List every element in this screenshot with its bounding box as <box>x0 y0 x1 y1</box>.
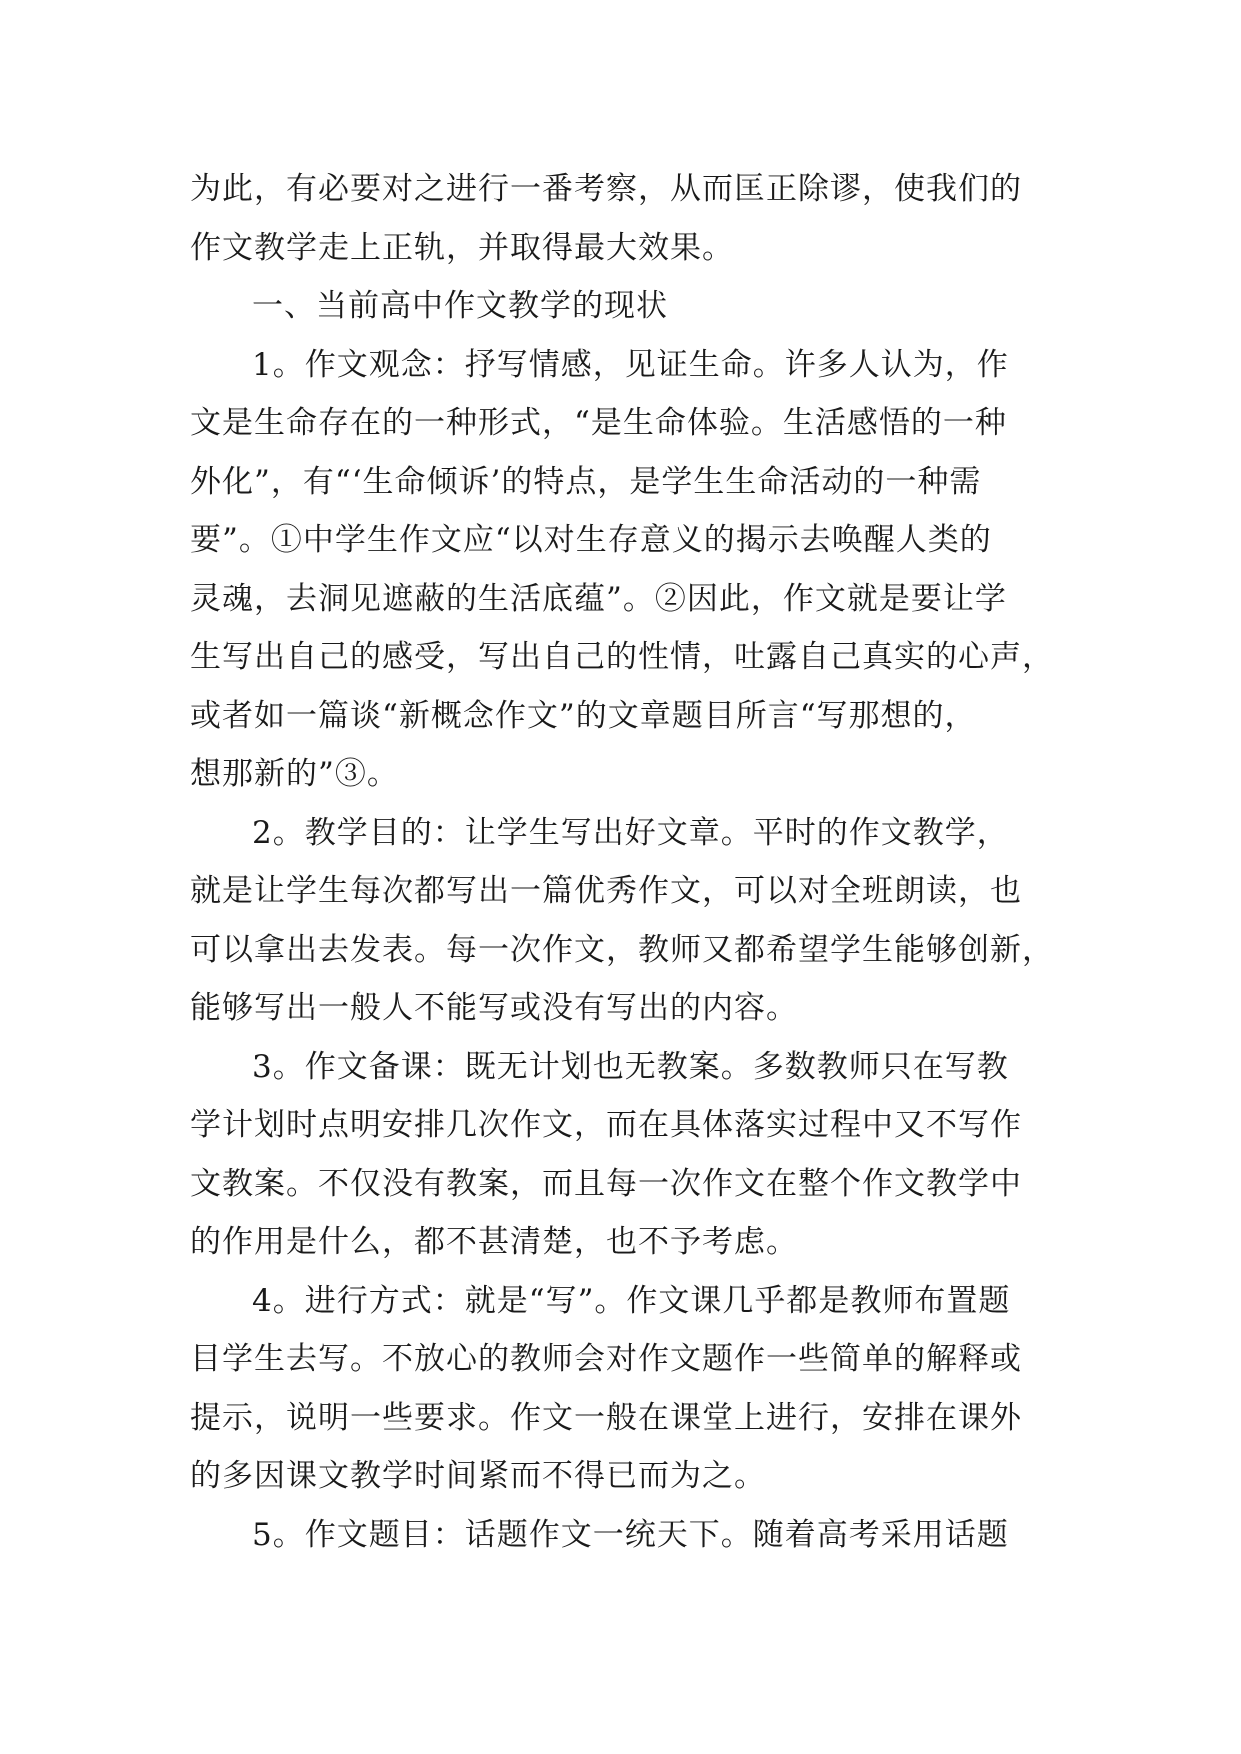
text-line: 外化”，有“‘生命倾诉’的特点，是学生生命活动的一种需 <box>190 463 982 500</box>
text-line: 文教案。不仅没有教案，而且每一次作文在整个作文教学中 <box>190 1165 1022 1202</box>
text-line: 学计划时点明安排几次作文，而在具体落实过程中又不写作 <box>190 1107 1022 1143</box>
text-line: 文是生命存在的一种形式，“是生命体验。生活感悟的一种 <box>190 405 1007 441</box>
text-line: 作文教学走上正轨，并取得最大效果。 <box>190 229 734 266</box>
text-line: 目学生去写。不放心的教师会对作文题作一些简单的解释或 <box>190 1341 1022 1377</box>
text-line: 就是让学生每次都写出一篇优秀作文，可以对全班朗读，也 <box>190 873 1022 909</box>
text-line: 的多因课文教学时间紧而不得已而为之。 <box>190 1458 766 1494</box>
section-heading: 一、当前高中作文教学的现状 <box>252 288 668 324</box>
text-line: 要”。①中学生作文应“以对生存意义的揭示去唤醒人类的 <box>190 522 992 558</box>
text-line: 5。作文题目：话题作文一统天下。随着高考采用话题 <box>252 1516 1009 1553</box>
text-line: 的作用是什么，都不甚清楚，也不予考虑。 <box>190 1224 798 1260</box>
body-text <box>190 160 1070 1564</box>
text-line: 生写出自己的感受，写出自己的性情，吐露自己真实的心声， <box>190 639 1054 675</box>
text-line: 想那新的”③。 <box>190 756 399 792</box>
text-line: 4。进行方式：就是“写”。作文课几乎都是教师布置题 <box>252 1282 1011 1319</box>
text-line: 可以拿出去发表。每一次作文，教师又都希望学生能够创新， <box>190 931 1054 968</box>
text-line: 能够写出一般人不能写或没有写出的内容。 <box>190 990 798 1026</box>
text-line: 1。作文观念：抒写情感，见证生命。许多人认为，作 <box>252 346 1009 383</box>
text-line: 为此，有必要对之进行一番考察，从而匡正除谬，使我们的 <box>190 171 1022 207</box>
text-line: 2。教学目的：让学生写出好文章。平时的作文教学， <box>252 814 1009 851</box>
text-line: 或者如一篇谈“新概念作文”的文章题目所言“写那想的， <box>190 697 977 734</box>
text-line: 3。作文备课：既无计划也无教案。多数教师只在写教 <box>252 1048 1009 1085</box>
text-line: 提示，说明一些要求。作文一般在课堂上进行，安排在课外 <box>190 1399 1022 1436</box>
text-line: 灵魂，去洞见遮蔽的生活底蕴”。②因此，作文就是要让学 <box>190 580 1007 617</box>
